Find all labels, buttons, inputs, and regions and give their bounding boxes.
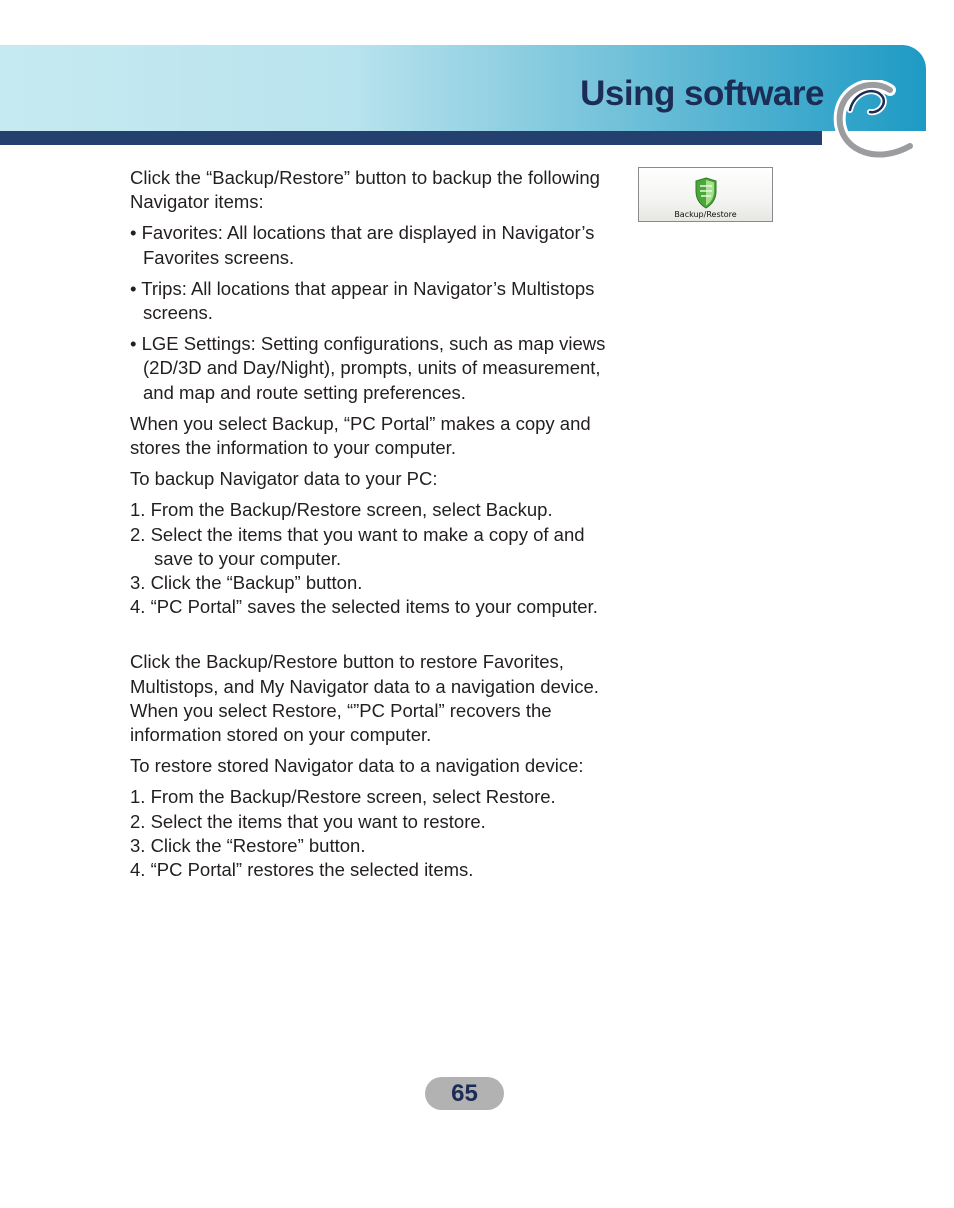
page-number: 65: [425, 1077, 504, 1110]
green-shield-icon: [694, 177, 718, 209]
page-title: Using software: [580, 74, 824, 113]
backup-items-list: [130, 221, 620, 404]
list-item: 1. From the Backup/Restore screen, select Restore.: [130, 786, 556, 808]
backup-description: When you select Backup, “PC Portal” makes a copy and stores the information to your computer.: [130, 412, 591, 459]
list-item: 3. Click the “Restore” button.: [130, 834, 366, 856]
backup-restore-button-image: [638, 167, 773, 222]
list-item: 4. “PC Portal” restores the selected items.: [130, 859, 474, 881]
list-item: • LGE Settings: Setting configurations, such as map views (2D/3D and Day/Night), prompts, units of measurement, and map and route setting preferences.: [130, 333, 606, 403]
header-bar: [0, 131, 822, 145]
intro-paragraph: Click the “Backup/Restore” button to backup the following Navigator items:: [130, 167, 600, 213]
body-text: [130, 166, 620, 889]
swirl-logo-icon: [828, 80, 918, 166]
list-item: 1. From the Backup/Restore screen, select Backup.: [130, 499, 553, 521]
backup-steps-intro: To backup Navigator data to your PC:: [130, 468, 438, 490]
button-image-label: Backup/Restore: [674, 210, 737, 219]
backup-steps-list: [130, 498, 620, 619]
restore-steps-intro: To restore stored Navigator data to a navigation device:: [130, 755, 584, 777]
list-item: • Favorites: All locations that are displayed in Navigator’s Favorites screens.: [130, 222, 595, 268]
section-gap: [130, 626, 620, 650]
restore-description: Click the Backup/Restore button to restore Favorites, Multistops, and My Navigator data to a navigation device. When you select Restore, “”PC Portal” recovers the information stored on your computer.: [130, 651, 599, 746]
restore-steps-list: [130, 785, 620, 882]
list-item: 3. Click the “Backup” button.: [130, 572, 363, 594]
list-item: • Trips: All locations that appear in Navigator’s Multistops screens.: [130, 277, 595, 324]
list-item: 4. “PC Portal” saves the selected items to your computer.: [130, 596, 598, 618]
list-item: 2. Select the items that you want to make a copy of and save to your computer.: [130, 523, 585, 569]
list-item: 2. Select the items that you want to restore.: [130, 810, 486, 832]
